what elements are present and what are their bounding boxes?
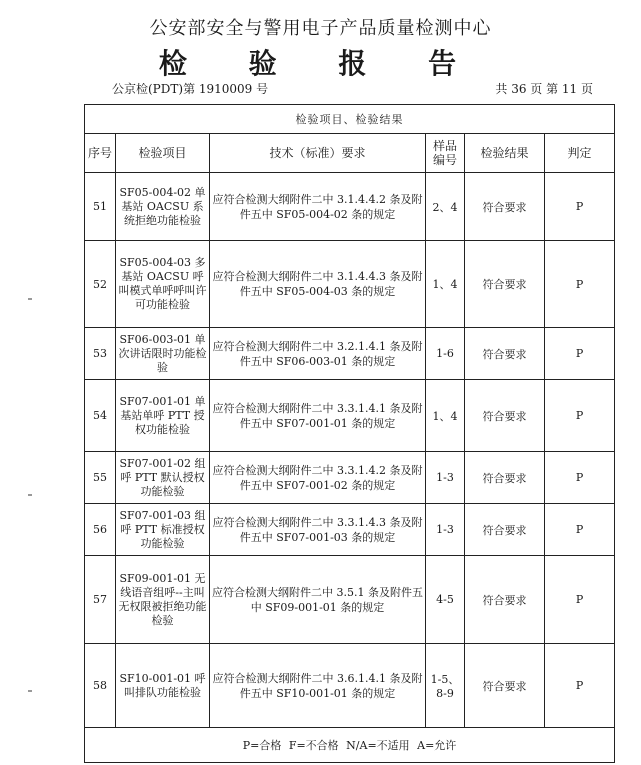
- row-no: 52: [85, 241, 116, 328]
- page-info: 共 36 页 第 11 页: [495, 82, 593, 96]
- row-no: 55: [85, 452, 116, 504]
- row-result: 符合要求: [465, 452, 545, 504]
- row-result: 符合要求: [465, 173, 545, 241]
- row-result: 符合要求: [465, 644, 545, 728]
- row-item: SF09-001-01 无线语音组呼--主叫无权限被拒绝功能检验: [116, 556, 210, 644]
- report-number: 公京检(PDT)第 1910009 号: [112, 82, 269, 96]
- table-row: [85, 173, 615, 241]
- row-requirement: 应符合检测大纲附件二中 3.1.4.4.3 条及附件五中 SF05-004-03 条的规定: [210, 241, 426, 328]
- table-row: [85, 504, 615, 556]
- row-result: 符合要求: [465, 380, 545, 452]
- row-requirement: 应符合检测大纲附件二中 3.2.1.4.1 条及附件五中 SF06-003-01 条的规定: [210, 328, 426, 380]
- row-verdict: P: [545, 380, 615, 452]
- row-requirement: 应符合检测大纲附件二中 3.3.1.4.1 条及附件五中 SF07-001-01 条的规定: [210, 380, 426, 452]
- margin-mark: [28, 298, 32, 300]
- row-item: SF05-004-02 单基站 OACSU 系统拒绝功能检验: [116, 173, 210, 241]
- table-row: [85, 328, 615, 380]
- col-header-no: 序号: [85, 134, 116, 173]
- col-header-sample: 样品编号: [426, 134, 465, 173]
- row-verdict: P: [545, 452, 615, 504]
- row-result: 符合要求: [465, 504, 545, 556]
- row-item: SF07-001-03 组呼 PTT 标准授权功能检验: [116, 504, 210, 556]
- row-no: 56: [85, 504, 116, 556]
- row-requirement: 应符合检测大纲附件二中 3.5.1 条及附件五中 SF09-001-01 条的规定: [210, 556, 426, 644]
- row-sample: 1-3: [426, 504, 465, 556]
- header-row: [85, 134, 615, 173]
- table-row: [85, 241, 615, 328]
- row-result: 符合要求: [465, 328, 545, 380]
- table-row: [85, 556, 615, 644]
- report-title: 检 验 报 告: [158, 47, 483, 80]
- row-sample: 1、4: [426, 241, 465, 328]
- row-sample: 1、4: [426, 380, 465, 452]
- verdict-legend: P=合格 F=不合格 N/A=不适用 A=允许: [85, 728, 615, 763]
- row-no: 54: [85, 380, 116, 452]
- row-sample: 1-3: [426, 452, 465, 504]
- row-sample: 4-5: [426, 556, 465, 644]
- col-header-result: 检验结果: [465, 134, 545, 173]
- row-requirement: 应符合检测大纲附件二中 3.3.1.4.2 条及附件五中 SF07-001-02 条的规定: [210, 452, 426, 504]
- row-no: 58: [85, 644, 116, 728]
- table-row: [85, 380, 615, 452]
- row-result: 符合要求: [465, 556, 545, 644]
- row-verdict: P: [545, 241, 615, 328]
- row-verdict: P: [545, 173, 615, 241]
- row-item: SF07-001-02 组呼 PTT 默认授权功能检验: [116, 452, 210, 504]
- row-sample: 1-6: [426, 328, 465, 380]
- col-header-verdict: 判定: [545, 134, 615, 173]
- row-no: 57: [85, 556, 116, 644]
- margin-mark: [28, 690, 32, 692]
- row-requirement: 应符合检测大纲附件二中 3.6.1.4.1 条及附件五中 SF10-001-01 条的规定: [210, 644, 426, 728]
- col-header-item: 检验项目: [116, 134, 210, 173]
- row-requirement: 应符合检测大纲附件二中 3.3.1.4.3 条及附件五中 SF07-001-03 条的规定: [210, 504, 426, 556]
- row-no: 53: [85, 328, 116, 380]
- row-verdict: P: [545, 556, 615, 644]
- table-row: [85, 644, 615, 728]
- row-item: SF06-003-01 单次讲话限时功能检验: [116, 328, 210, 380]
- margin-mark: [28, 494, 32, 496]
- row-verdict: P: [545, 644, 615, 728]
- row-result: 符合要求: [465, 241, 545, 328]
- org-name: 公安部安全与警用电子产品质量检测中心: [149, 18, 492, 39]
- row-item: SF05-004-03 多基站 OACSU 呼叫模式单呼呼叫许可功能检验: [116, 241, 210, 328]
- row-requirement: 应符合检测大纲附件二中 3.1.4.4.2 条及附件五中 SF05-004-02 条的规定: [210, 173, 426, 241]
- results-table: [84, 104, 615, 763]
- row-item: SF10-001-01 呼叫排队功能检验: [116, 644, 210, 728]
- table-caption: 检验项目、检验结果: [85, 105, 615, 134]
- row-no: 51: [85, 173, 116, 241]
- row-sample: 2、4: [426, 173, 465, 241]
- row-verdict: P: [545, 504, 615, 556]
- row-item: SF07-001-01 单基站单呼 PTT 授权功能检验: [116, 380, 210, 452]
- table-row: [85, 452, 615, 504]
- row-sample: 1-5、8-9: [426, 644, 465, 728]
- row-verdict: P: [545, 328, 615, 380]
- col-header-requirement: 技术（标准）要求: [210, 134, 426, 173]
